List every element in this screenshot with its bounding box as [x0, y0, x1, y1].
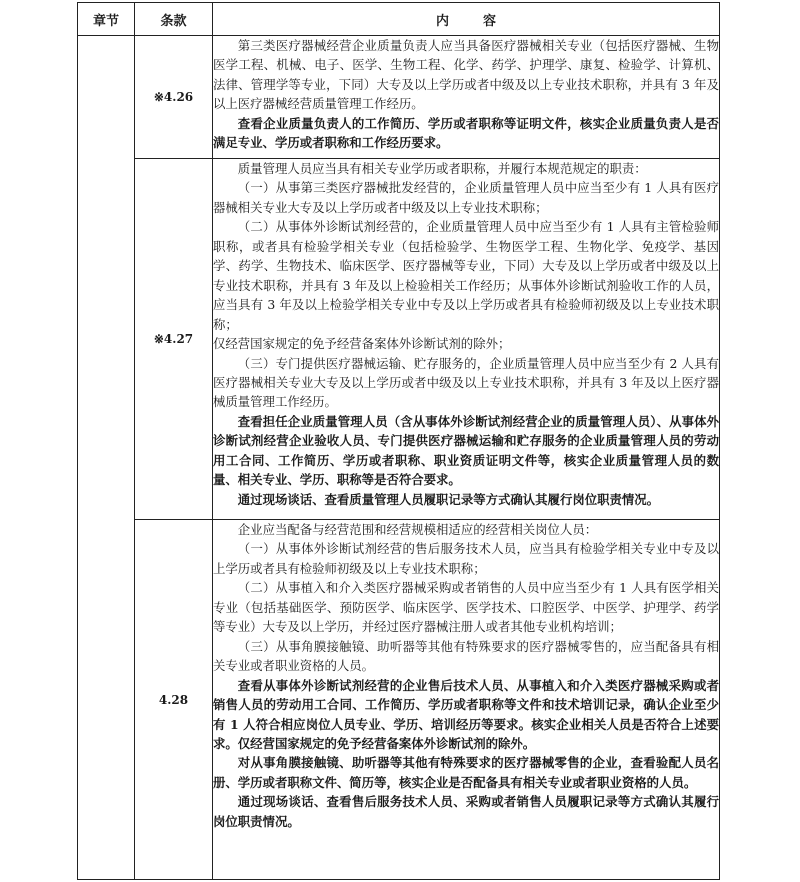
paragraph: （二）从事植入和介入类医疗器械采购或者销售的人员中应当至少有 1 人具有医学相关专业（包括基础医学、预防医学、临床医学、医学技术、口腔医学、中医学、护理学、药学等专业）大专及以上学历，并经过医疗器械注册人或者其他专业机构培训； — [213, 580, 719, 635]
paragraph: （二）从事体外诊断试剂经营的，企业质量管理人员中应当至少有 1 人具有主管检验师职称，或者具有检验学相关专业（包括检验学、生物医学工程、生物化学、免疫学、基因学、药学、生物技术、临床医学、医疗器械等专业，下同）大专及以上学历或者中级及以上专业技术职称，并具有 3 年及以上检验相关工作经历；从事体外诊断试剂验收工作的人员，应当具有 3 年及以上检验学相关专业中专及以上学历或者具有检验师初级及以上专业技术职称； — [213, 219, 719, 332]
chapter-cell — [78, 36, 135, 880]
clause-content — [213, 520, 720, 880]
clause-code: ※4.27 — [135, 159, 213, 520]
inspection-paragraph: 查看担任企业质量管理人员（含从事体外诊断试剂经营企业的质量管理人员）、从事体外诊断试剂经营企业验收人员、专门提供医疗器械运输和贮存服务的企业质量管理人员的劳动用工合同、工作简历、学历或者职称、职业资质证明文件等，核实企业质量管理人员的数量、相关专业、学历、职称等是否符合要求。 — [213, 413, 719, 488]
header-content: 内容 — [213, 3, 720, 36]
inspection-paragraph: 通过现场谈话、查看质量管理人员履职记录等方式确认其履行岗位职责情况。 — [237, 491, 660, 507]
paragraph: （一）从事第三类医疗器械批发经营的，企业质量管理人员中应当至少有 1 人具有医疗器械相关专业大专及以上学历或者中级及以上专业技术职称； — [213, 180, 719, 215]
paragraph: （三）从事角膜接触镜、助听器等其他有特殊要求的医疗器械零售的，应当配备具有相关专业或者职业资格的人员。 — [213, 638, 719, 674]
paragraph: 第三类医疗器械经营企业质量负责人应当具备医疗器械相关专业（包括医疗器械、生物医学工程、机械、电子、医学、生物工程、化学、药学、护理学、康复、检验学、计算机、法律、管理学等专业，下同）大专及以上学历或者中级及以上专业技术职称，并具有 3 年及以上医疗器械经营质量管理工作经历。 — [213, 38, 719, 112]
inspection-paragraph: 对从事角膜接触镜、助听器等其他有特殊要求的医疗器械零售的企业，查看验配人员名册、学历或者职称文件、简历等，核实企业是否配备具有相关专业或者职业资格的人员。 — [213, 755, 719, 790]
clause-content — [213, 36, 720, 159]
paragraph: 质量管理人员应当具有相关专业学历或者职称，并履行本规范规定的职责： — [237, 161, 647, 176]
clause-content — [213, 159, 720, 520]
paragraph: 仅经营国家规定的免予经营备案体外诊断试剂的除外； — [213, 336, 511, 352]
paragraph: 企业应当配备与经营范围和经营规模相适应的经营相关岗位人员： — [237, 522, 598, 537]
table-row-4-28 — [78, 520, 720, 880]
inspection-paragraph: 查看企业质量负责人的工作简历、学历或者职称等证明文件，核实企业质量负责人是否满足专业、学历或者职称和工作经历要求。 — [213, 115, 719, 151]
inspection-paragraph: 通过现场谈话、查看售后服务技术人员、采购或者销售人员履职记录等方式确认其履行岗位职责情况。 — [213, 794, 719, 829]
regulation-table — [77, 2, 720, 880]
paragraph: （三）专门提供医疗器械运输、贮存服务的，企业质量管理人员中应当至少有 2 人具有医疗器械相关专业大专及以上学历或者中级及以上专业技术职称，并具有 3 年及以上医疗器械质量管理工作经历。 — [213, 355, 719, 410]
table-row-4-27 — [78, 159, 720, 520]
paragraph: （一）从事体外诊断试剂经营的售后服务技术人员，应当具有检验学相关专业中专及以上学历或者具有检验师初级及以上专业技术职称； — [213, 541, 719, 576]
inspection-paragraph: 查看从事体外诊断试剂经营的企业售后技术人员、从事植入和介入类医疗器械采购或者销售人员的劳动用工合同、工作简历、学历或者职称等文件和技术培训记录，确认企业至少有 1 人符合相应岗位人员专业、学历、培训经历等要求。核实企业相关人员是否符合上述要求。仅经营国家规定的免予经营备案体外诊断试剂的除外。 — [213, 677, 719, 751]
clause-code: 4.28 — [135, 520, 213, 880]
header-clause: 条款 — [135, 3, 213, 36]
clause-code: ※4.26 — [135, 36, 213, 159]
table-header-row — [78, 3, 720, 36]
header-chapter: 章节 — [78, 3, 135, 36]
table-row-4-26 — [78, 36, 720, 159]
